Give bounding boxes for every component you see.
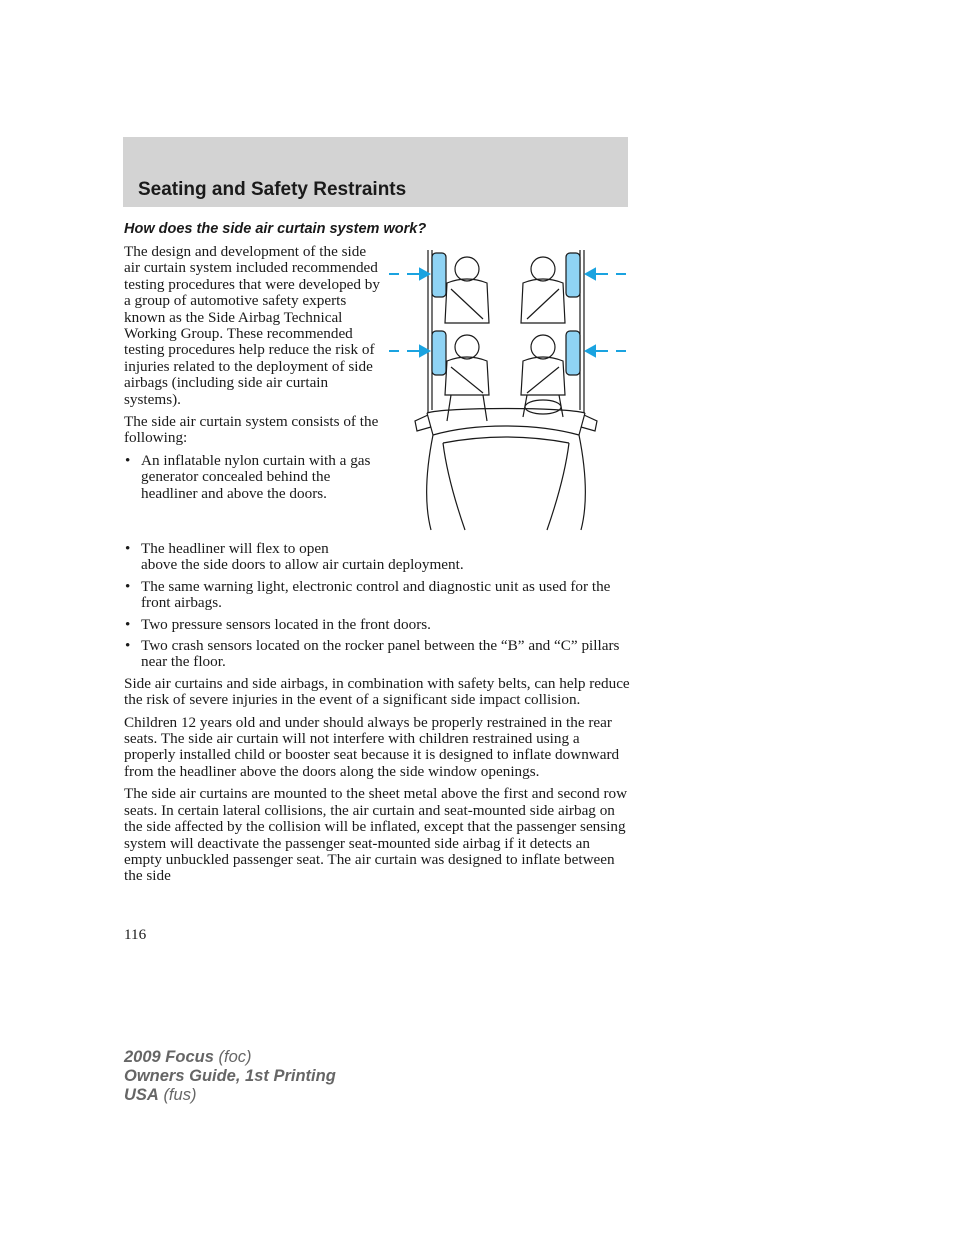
car-top-view-airbag-diagram xyxy=(385,245,630,535)
footer-line: Owners Guide, 1st Printing xyxy=(124,1067,336,1085)
list-item: • Two pressure sensors located in the front doors. xyxy=(124,617,630,633)
body-paragraph: The side air curtains are mounted to the sheet metal above the first and second row seats. In certain lateral collisions, the air curtain and seat-mounted side airbag on the side affected by the collision will be inflated, except that the passenger sensing system will deactivate the passenger seat-mounted side airbag if it detects an empty unbuckled passenger seat. The air curtain was designed to inflate between the side xyxy=(124,785,628,885)
section-header-band xyxy=(123,137,628,207)
list-item xyxy=(124,541,630,574)
intro-paragraph: The design and development of the side air curtain system included recommended testing procedures that were developed by a group of automotive safety experts known as the Side Airbag Technical Working Group. These recommended testing procedures help reduce the risk of injuries related to the deployment of side airbags (including side air curtain systems). xyxy=(124,243,380,408)
list-item-line: The headliner will flex to open xyxy=(141,540,329,557)
page-number: 116 xyxy=(124,926,147,943)
document-footer xyxy=(124,1048,336,1105)
list-item-line: above the side doors to allow air curtain deployment. xyxy=(141,556,464,574)
body-paragraph: Side air curtains and side airbags, in combination with safety belts, can help reduce the risk of severe injuries in the event of a significant side impact collision. xyxy=(124,674,630,709)
intro-column xyxy=(124,244,380,507)
component-list-narrow xyxy=(124,453,380,502)
footer-line: USA (fus) xyxy=(124,1086,197,1104)
body-paragraph: Children 12 years old and under should always be properly restrained in the rear seats. The side air curtain will not interfere with children restrained using a properly installed child or booster seat because it is designed to inflate downward from the headliner above the doors along the side window openings. xyxy=(124,713,620,780)
list-item: • Two crash sensors located on the rocker panel between the “B” and “C” pillars near the floor. xyxy=(124,638,630,671)
footer-line: 2009 Focus (foc) xyxy=(124,1048,252,1066)
body-column xyxy=(124,541,630,891)
component-list-wide xyxy=(124,541,630,671)
section-title: Seating and Safety Restraints xyxy=(138,179,407,200)
subheading: How does the side air curtain system work? xyxy=(124,221,427,237)
intro-paragraph: The side air curtain system consists of the following: xyxy=(124,413,379,447)
list-item: • The same warning light, electronic control and diagnostic unit as used for the front airbags. xyxy=(124,579,630,612)
list-item: • An inflatable nylon curtain with a gas generator concealed behind the headliner and above the doors. xyxy=(124,453,380,502)
